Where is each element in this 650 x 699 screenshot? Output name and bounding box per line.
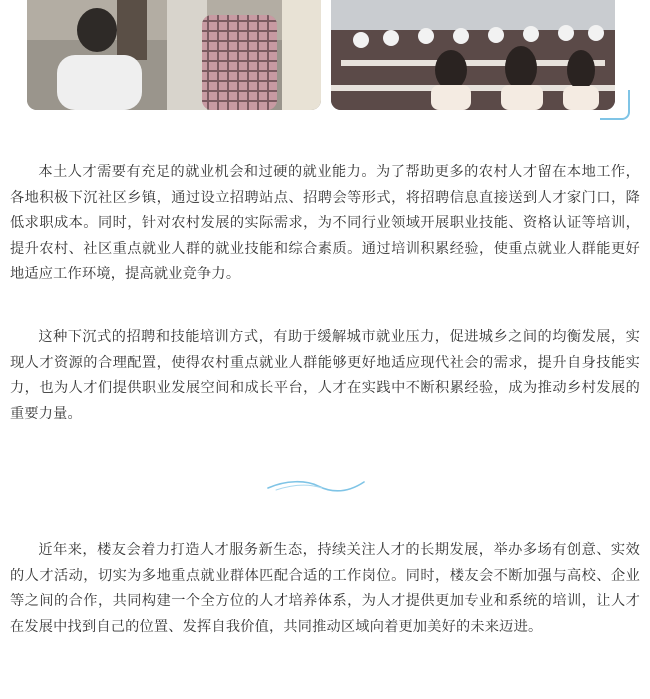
article-paragraph-3: 近年来，楼友会着力打造人才服务新生态，持续关注人才的长期发展，举办多场有创意、实效的人才活动，切实为多地重点就业群体匹配合适的工作岗位。同时，楼友会不断加强与高校、企业等之间的合作，共同构建一个全方位的人才培养体系，为人才提供更加专业和系统的培训，让人才在发展中找到自己的位置、发挥自我价值，共同推动区域向着更加美好的未来迈进。	[10, 542, 640, 635]
street-crowd-illustration	[27, 0, 321, 110]
training-classroom-photo	[331, 0, 615, 110]
classroom-illustration	[331, 0, 615, 110]
article-paragraph-2: 这种下沉式的招聘和技能培训方式，有助于缓解城市就业压力，促进城乡之间的均衡发展，实现人才资源的合理配置，使得农村重点就业人群能够更好地适应现代社会的需求，提升自身技能实力，也为人才们提供职业发展空间和成长平台，人才在实践中不断积累经验，成为推动乡村发展的重要力量。	[10, 329, 640, 422]
wave-divider-icon	[266, 474, 366, 494]
street-crowd-photo	[27, 0, 321, 110]
article-paragraph-1: 本土人才需要有充足的就业机会和过硬的就业能力。为了帮助更多的农村人才留在本地工作，各地积极下沉社区乡镇，通过设立招聘站点、招聘会等形式，将招聘信息直接送到人才家门口，降低求职成本。同时，针对农村发展的实际需求，为不同行业领域开展职业技能、资格认证等培训，提升农村、社区重点就业人群的就业技能和综合素质。通过培训积累经验，使重点就业人群能更好地适应工作环境，提高就业竞争力。	[10, 164, 640, 282]
corner-decoration	[600, 90, 630, 120]
photo-strip	[0, 0, 650, 125]
